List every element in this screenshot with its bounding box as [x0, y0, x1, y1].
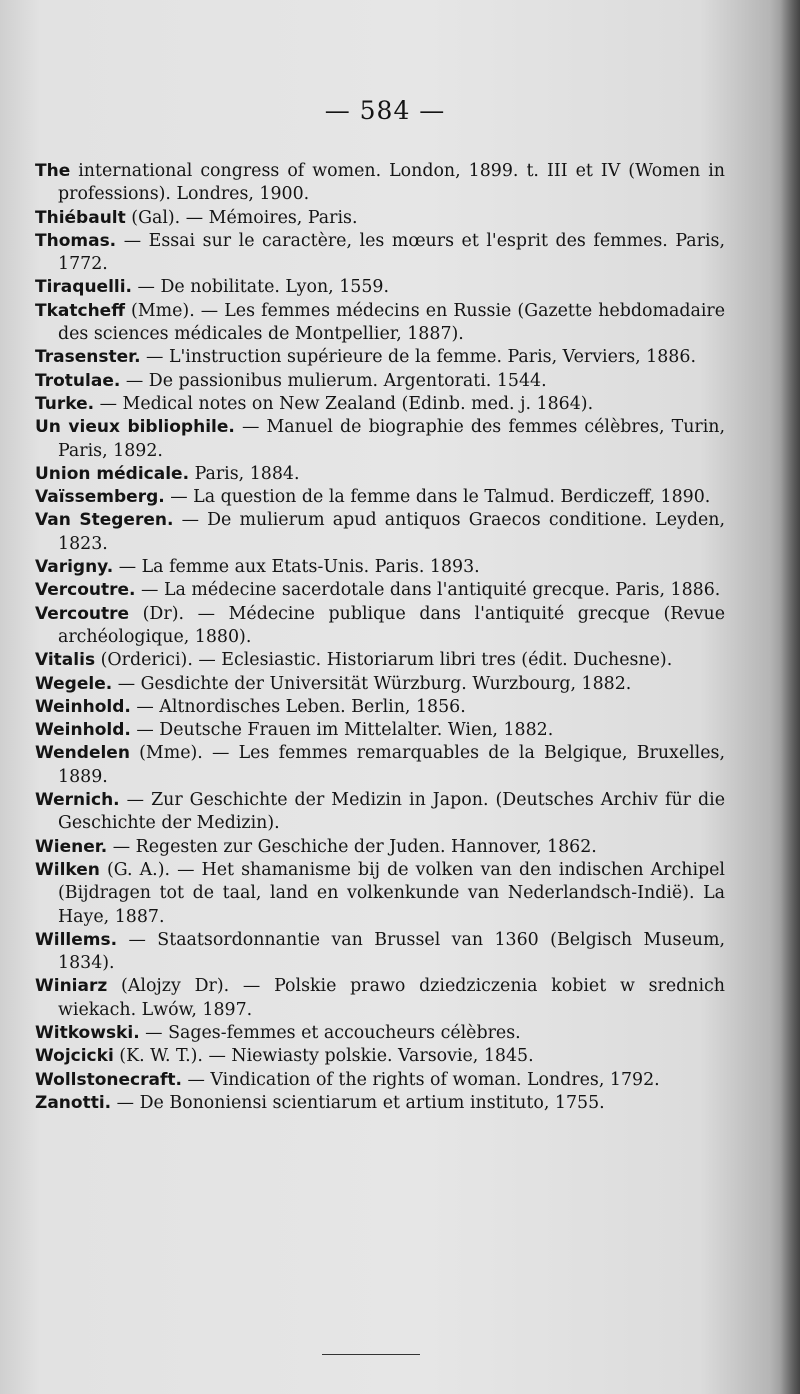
- entry-author: Thiébault: [35, 207, 126, 228]
- entry-author: Union médicale.: [35, 463, 190, 484]
- bibliography-entry: [35, 1022, 725, 1045]
- entry-author: Wollstonecraft.: [35, 1069, 182, 1090]
- entry-author: Weinhold.: [35, 696, 131, 717]
- entry-text: (G. A.). — Het shamanisme bij de volken van den indischen Archipel (Bijdragen tot de taal, land en volkenkunde van Nederlandsch-Indië). La Haye, 1887.: [58, 859, 725, 927]
- bibliography-entry: [35, 509, 725, 556]
- bibliography-entry: [35, 207, 725, 230]
- entry-author: Varigny.: [35, 557, 114, 578]
- bibliography-entry: [35, 230, 725, 277]
- entry-text: (K. W. T.). — Niewiasty polskie. Varsovie, 1845.: [113, 1046, 534, 1067]
- bibliography-entry: [35, 649, 725, 672]
- entry-text: (Gal). — Mémoires, Paris.: [125, 207, 358, 228]
- bibliography-entry: [35, 789, 725, 836]
- entry-text: — Vindication of the rights of woman. Londres, 1792.: [181, 1069, 660, 1090]
- entry-author: Weinhold.: [35, 720, 131, 741]
- entry-author: Van Stegeren.: [35, 510, 174, 531]
- entry-author: Witkowski.: [35, 1022, 140, 1043]
- entry-author: Tkatcheff: [35, 300, 125, 321]
- bibliography-entry: [35, 859, 725, 929]
- bibliography-entry: [35, 393, 725, 416]
- entry-author: Vitalis: [35, 650, 96, 671]
- bibliography-entry: [35, 300, 725, 347]
- entry-author: Trasenster.: [35, 347, 141, 368]
- bibliography-entry: [35, 370, 725, 393]
- footer-rule: [322, 1354, 420, 1355]
- entry-text: (Orderici). — Eclesiastic. Historiarum libri tres (édit. Duchesne).: [95, 650, 673, 671]
- entry-text: (Dr). — Médecine publique dans l'antiquité grecque (Revue archéologique, 1880).: [58, 603, 725, 647]
- entry-text: — De mulierum apud antiquos Graecos conditione. Leyden, 1823.: [58, 510, 725, 554]
- entry-author: Wiener.: [35, 836, 108, 857]
- entry-author: Wilken: [35, 859, 100, 880]
- entry-text: — Regesten zur Geschiche der Juden. Hannover, 1862.: [107, 836, 597, 857]
- entry-text: — Gesdichte der Universität Würzburg. Wurzbourg, 1882.: [112, 673, 632, 694]
- entry-author: Vercoutre.: [35, 580, 136, 601]
- entry-text: — Zur Geschichte der Medizin in Japon. (Deutsches Archiv für die Geschichte der Medizin).: [58, 790, 725, 834]
- bibliography-entry: [35, 579, 725, 602]
- entry-author: The: [35, 161, 71, 181]
- entry-text: (Alojzy Dr). — Polskie prawo dziedziczenia kobiet w srednich wiekach. Lwów, 1897.: [58, 976, 725, 1020]
- entry-author: Wernich.: [35, 790, 120, 811]
- bibliography-entry: [35, 929, 725, 976]
- page-number-header: — 584 —: [324, 96, 446, 125]
- entry-author: Wojcicki: [35, 1046, 114, 1067]
- bibliography-entry: [35, 276, 725, 299]
- bibliography-entry: [35, 556, 725, 579]
- bibliography-entry: [35, 673, 725, 696]
- entry-text: — De Bononiensi scientiarum et artium instituto, 1755.: [111, 1092, 605, 1113]
- entry-text: — De passionibus mulierum. Argentorati. 1544.: [120, 370, 547, 391]
- bibliography-entry: [35, 603, 725, 650]
- entry-text: — Essai sur le caractère, les mœurs et l'esprit des femmes. Paris, 1772.: [58, 230, 725, 275]
- entry-text: international congress of women. London, 1899. t. III et IV (Women in professions). Londres, 1900.: [58, 161, 725, 205]
- bibliography-entry: [35, 696, 725, 719]
- entry-text: — Deutsche Frauen im Mittelalter. Wien, 1882.: [130, 720, 554, 741]
- entry-author: Zanotti.: [35, 1092, 112, 1113]
- entry-text: — De nobilitate. Lyon, 1559.: [132, 277, 390, 298]
- entry-author: Turke.: [35, 393, 95, 414]
- entry-text: — L'instruction supérieure de la femme. Paris, Verviers, 1886.: [140, 347, 696, 368]
- bibliography-list: [35, 160, 725, 1115]
- entry-author: Winiarz: [35, 976, 108, 997]
- entry-text: (Mme). — Les femmes remarquables de la Belgique, Bruxelles, 1889.: [58, 743, 725, 787]
- entry-text: — La femme aux Etats-Unis. Paris. 1893.: [113, 557, 480, 578]
- bibliography-entry: [35, 160, 725, 207]
- bibliography-entry: [35, 486, 725, 509]
- bibliography-entry: [35, 1069, 725, 1092]
- bibliography-entry: [35, 719, 725, 742]
- bibliography-entry: [35, 975, 725, 1022]
- entry-author: Vaïssemberg.: [35, 487, 165, 508]
- entry-author: Tiraquelli.: [35, 277, 133, 298]
- entry-author: Wegele.: [35, 673, 113, 694]
- entry-author: Un vieux bibliophile.: [35, 417, 235, 438]
- entry-text: — Altnordisches Leben. Berlin, 1856.: [130, 696, 466, 717]
- entry-author: Vercoutre: [35, 603, 130, 624]
- entry-author: Thomas.: [35, 230, 117, 251]
- bibliography-entry: [35, 416, 725, 463]
- entry-text: — Staatsordonnantie van Brussel van 1360 (Belgisch Museum, 1834).: [58, 929, 725, 974]
- bibliography-entry: [35, 1045, 725, 1068]
- bibliography-entry: [35, 742, 725, 789]
- entry-text: — Sages-femmes et accoucheurs célèbres.: [139, 1022, 521, 1043]
- bibliography-entry: [35, 1092, 725, 1115]
- entry-text: (Mme). — Les femmes médecins en Russie (Gazette hebdomadaire des sciences médicales de Montpellier, 1887).: [58, 300, 725, 345]
- entry-author: Willems.: [35, 929, 118, 950]
- entry-author: Wendelen: [35, 743, 130, 764]
- entry-text: — La question de la femme dans le Talmud. Berdiczeff, 1890.: [164, 487, 711, 508]
- page-edge-shadow: [780, 0, 800, 1394]
- entry-author: Trotulae.: [35, 370, 121, 391]
- bibliography-entry: [35, 836, 725, 859]
- entry-text: — La médecine sacerdotale dans l'antiquité grecque. Paris, 1886.: [135, 580, 721, 601]
- entry-text: Paris, 1884.: [189, 463, 300, 484]
- entry-text: — Medical notes on New Zealand (Edinb. med. j. 1864).: [94, 393, 594, 414]
- bibliography-entry: [35, 463, 725, 486]
- entry-text: — Manuel de biographie des femmes célèbres, Turin, Paris, 1892.: [58, 417, 725, 461]
- bibliography-entry: [35, 346, 725, 369]
